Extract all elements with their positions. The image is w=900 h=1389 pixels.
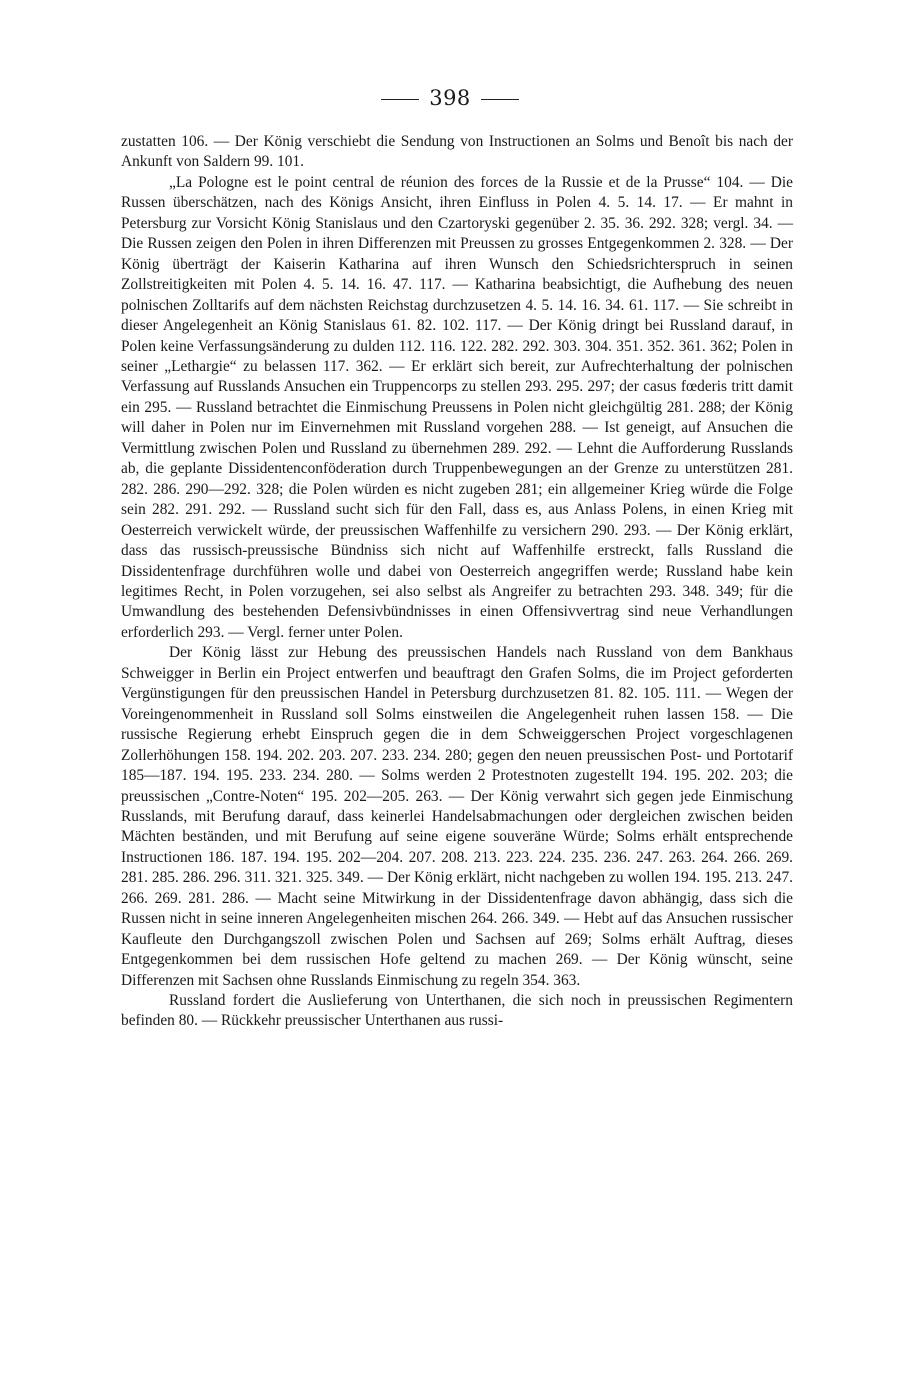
header-dash-right (481, 99, 519, 100)
header-dash-left (381, 99, 419, 100)
paragraph-2: „La Pologne est le point central de réunion des forces de la Russie et de la Prusse“ 104. — Die Russen überschätzen, nach des Königs Ansicht, ihren Einfluss in Polen 4. 5. 14. 17. — Er mahnt in Petersburg zur Vorsicht König Stanislaus und den Czartoryski gegenüber 2. 35. 36. 292. 328; vergl. 34. — Die Russen zeigen den Polen in ihren Differenzen mit Preussen zu grosses Entgegenkommen 2. 328. — Der König überträgt der Kaiserin Katharina auf ihren Wunsch den Schiedsrichterspruch in seinen Zollstreitigkeiten mit Polen 4. 5. 14. 16. 47. 117. — Katharina beabsichtigt, die Aufhebung des neuen polnischen Zolltarifs auf dem nächsten Reichstag durchzusetzen 4. 5. 14. 16. 34. 61. 117. — Sie schreibt in dieser Angelegenheit an König Stanislaus 61. 82. 102. 117. — Der König dringt bei Russland darauf, in Polen keine Verfassungsänderung zu dulden 112. 116. 122. 282. 292. 303. 304. 351. 352. 361. 362; Polen in seiner „Lethargie“ zu belassen 117. 362. — Er erklärt sich bereit, zur Aufrechterhaltung der polnischen Verfassung auf Russlands Ansuchen ein Truppencorps zu stellen 293. 295. 297; der casus fœderis tritt damit ein 295. — Russland betrachtet die Einmischung Preussens in Polen nicht gleichgültig 281. 288; der König will daher in Polen nur im Einvernehmen mit Russland vorgehen 288. — Ist geneigt, auf Ansuchen die Vermittlung zwischen Polen und Russland zu übernehmen 289. 292. — Lehnt die Aufforderung Russlands ab, die geplante Dissidentenconföderation durch Truppenbewegungen an der Grenze zu unterstützen 281. 282. 286. 290—292. 328; die Polen würden es nicht zugeben 281; ein allgemeiner Krieg würde die Folge sein 282. 291. 292. — Russland sucht sich für den Fall, dass es, aus Anlass Polens, in einen Krieg mit Oesterreich verwickelt würde, der preussischen Waffenhilfe zu versichern 290. 293. — Der König erklärt, dass das russisch-preussische Bündniss sich nicht auf Waffenhilfe erstreckt, falls Russland die Dissidentenfrage durchführen wolle und dabei von Oesterreich angegriffen werde; Russland habe kein legitimes Recht, in Polen vorzugehen, sei also selbst als Angreifer zu betrachten 293. 348. 349; für die Umwandlung des bestehenden Defensivbündnisses in einen Offensivvertrag sind neue Verhandlungen erforderlich 293. — Vergl. ferner unter Polen. (121, 173, 793, 641)
page-number: 398 (429, 86, 471, 110)
paragraph-1: zustatten 106. — Der König verschiebt die Sendung von Instructionen an Solms und Benoît bis nach der Ankunft von Saldern 99. 101. (121, 133, 793, 171)
page-header (0, 86, 900, 110)
page-body (121, 132, 793, 1032)
paragraph-3: Der König lässt zur Hebung des preussischen Handels nach Russland von dem Bankhaus Schweigger in Berlin ein Project entwerfen und beauftragt den Grafen Solms, die im Project geforderten Vergünstigungen für den preussischen Handel in Petersburg durchzusetzen 81. 82. 105. 111. — Wegen der Voreingenommenheit in Russland soll Solms einstweilen die Angelegenheit ruhen lassen 158. — Die russische Regierung erhebt Einspruch gegen die in dem Schweiggerschen Project vorgeschlagenen Zollerhöhungen 158. 194. 202. 203. 207. 233. 234. 280; gegen den neuen preussischen Post- und Portotarif 185—187. 194. 195. 233. 234. 280. — Solms werden 2 Protestnoten zugestellt 194. 195. 202. 203; die preussischen „Contre-Noten“ 195. 202—205. 263. — Der König verwahrt sich gegen jede Einmischung Russlands, mit Berufung darauf, dass keinerlei Handelsabmachungen oder dergleichen zwischen beiden Mächten beständen, und mit Berufung auf seine eigene souveräne Würde; Solms erhält entsprechende Instructionen 186. 187. 194. 195. 202—204. 207. 208. 213. 223. 224. 235. 236. 247. 263. 264. 266. 269. 281. 285. 286. 296. 311. 321. 325. 349. — Der König erklärt, nicht nachgeben zu wollen 194. 195. 213. 247. 266. 269. 281. 286. — Macht seine Mitwirkung in der Dissidentenfrage davon abhängig, dass sich die Russen nicht in seine inneren Angelegenheiten mischen 264. 266. 349. — Hebt auf das Ansuchen russischer Kaufleute den Durchgangszoll zwischen Polen und Sachsen auf 269; Solms erhält Auftrag, dieses Entgegenkommen bei dem russischen Hofe geltend zu machen 269. — Der König wünscht, seine Differenzen mit Sachsen ohne Russlands Einmischung zu regeln 354. 363. (121, 644, 793, 989)
paragraph-4: Russland fordert die Auslieferung von Unterthanen, die sich noch in preussischen Regimentern befinden 80. — Rückkehr preussischer Unterthanen aus russi- (121, 992, 793, 1030)
